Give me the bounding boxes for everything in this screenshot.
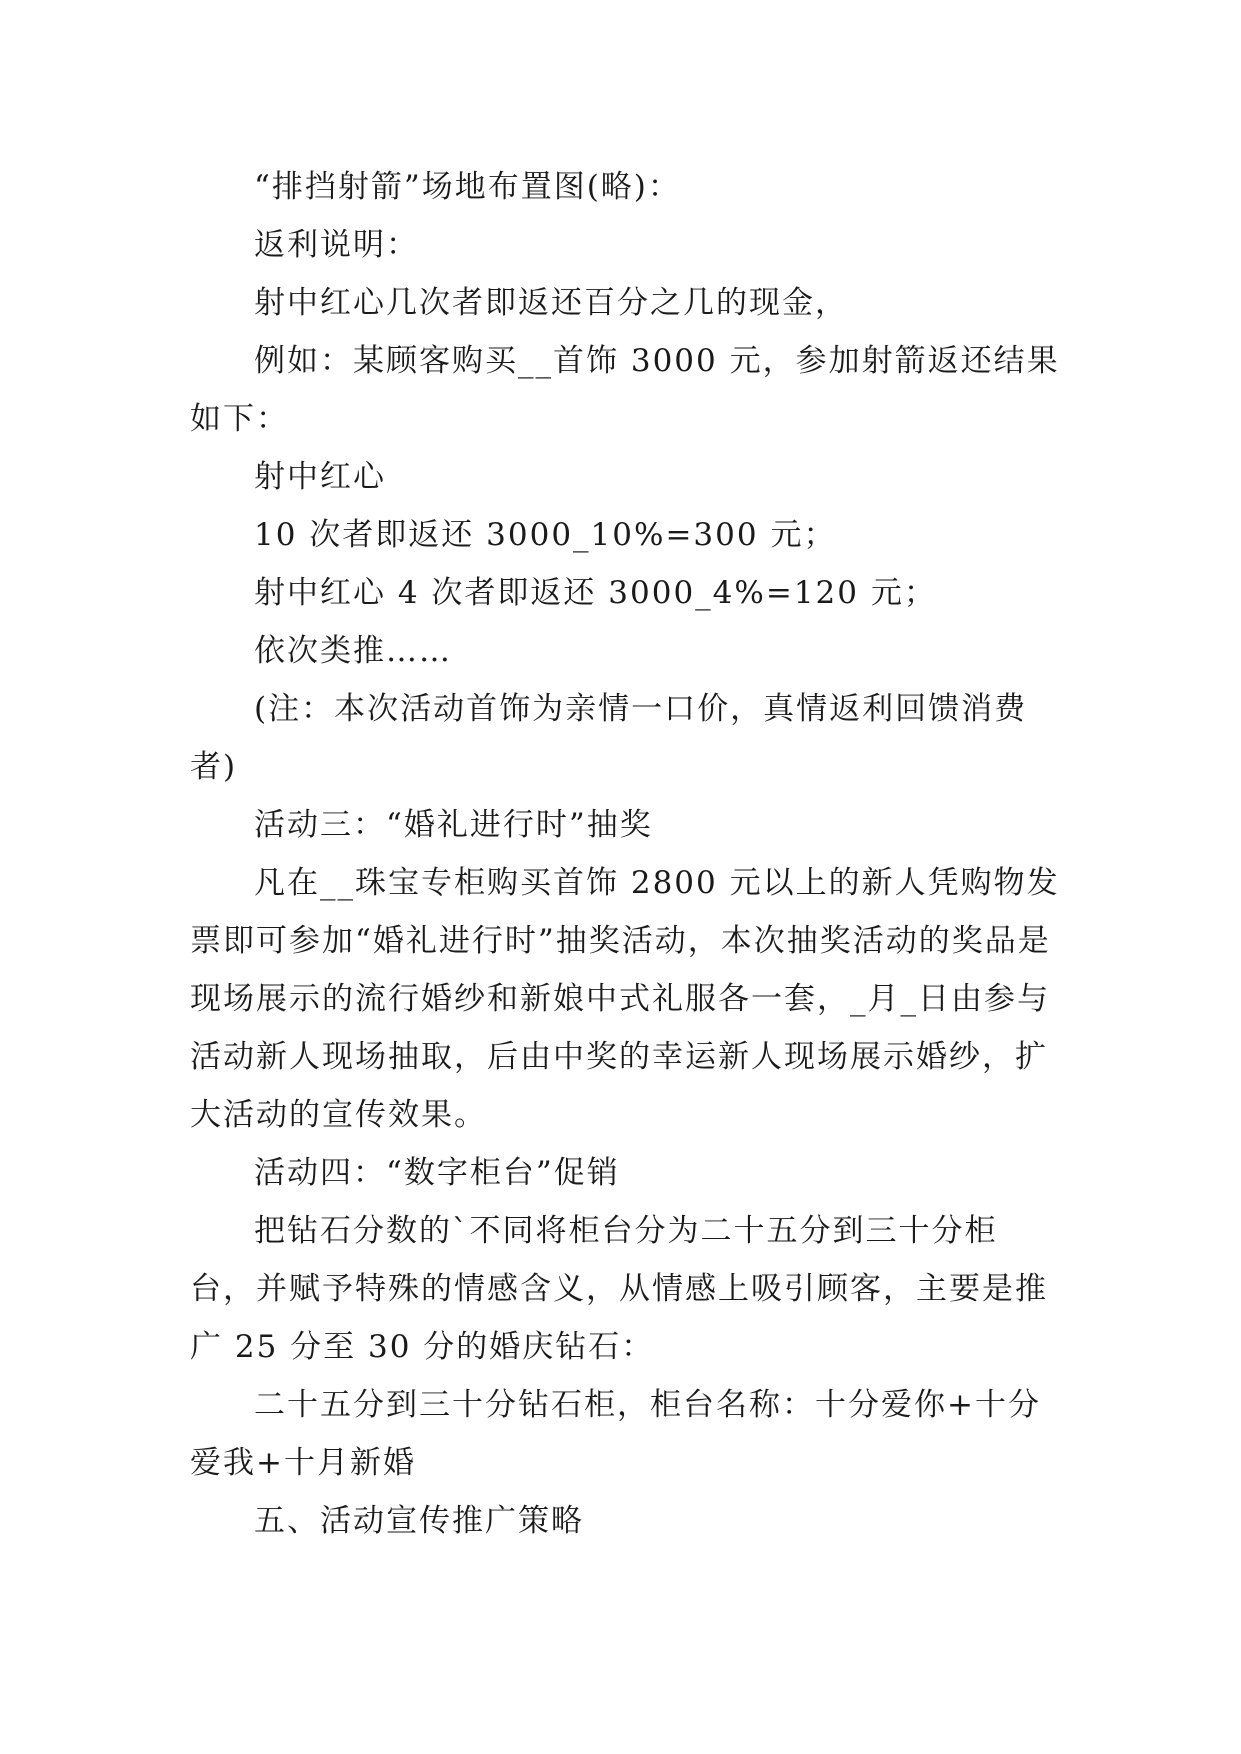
heading-activity-four: 活动四：“数字柜台”促销	[254, 1155, 620, 1191]
paragraph-and-so-on: 依次类推……	[254, 633, 452, 669]
paragraph-note: (注：本次活动首饰为亲情一口价，真情返利回馈消费者)	[190, 691, 1028, 785]
paragraph-four-times: 射中红心 4 次者即返还 3000_4%=120 元；	[254, 575, 937, 611]
paragraph-rebate-rule: 射中红心几次者即返还百分之几的现金，	[254, 285, 848, 321]
heading-activity-three: 活动三：“婚礼进行时”抽奖	[254, 807, 653, 843]
paragraph-activity-three-body: 凡在__珠宝专柜购买首饰 2800 元以上的新人凭购物发票即可参加“婚礼进行时”抽奖活动，本次抽奖活动的奖品是现场展示的流行婚纱和新娘中式礼服各一套，_月_日由参与活动新人现场抽取，后由中奖的幸运新人现场展示婚纱，扩大活动的宣传效果。	[190, 865, 1060, 1133]
paragraph-bullseye: 射中红心	[254, 459, 386, 495]
heading-section-five: 五、活动宣传推广策略	[254, 1503, 584, 1539]
paragraph-example: 例如：某顾客购买__首饰 3000 元，参加射箭返还结果如下：	[190, 343, 1060, 437]
paragraph-activity-four-body: 把钻石分数的`不同将柜台分为二十五分到三十分柜台，并赋予特殊的情感含义，从情感上吸引顾客，主要是推广 25 分至 30 分的婚庆钻石：	[190, 1213, 1048, 1365]
document-body	[190, 158, 1060, 1550]
paragraph-counter-names: 二十五分到三十分钻石柜，柜台名称：十分爱你+十分爱我+十月新婚	[190, 1387, 1041, 1481]
paragraph-ten-times: 10 次者即返还 3000_10%=300 元；	[254, 517, 837, 553]
paragraph-venue-layout: “排挡射箭”场地布置图(略)：	[254, 169, 681, 205]
paragraph-rebate-heading: 返利说明：	[254, 227, 419, 263]
